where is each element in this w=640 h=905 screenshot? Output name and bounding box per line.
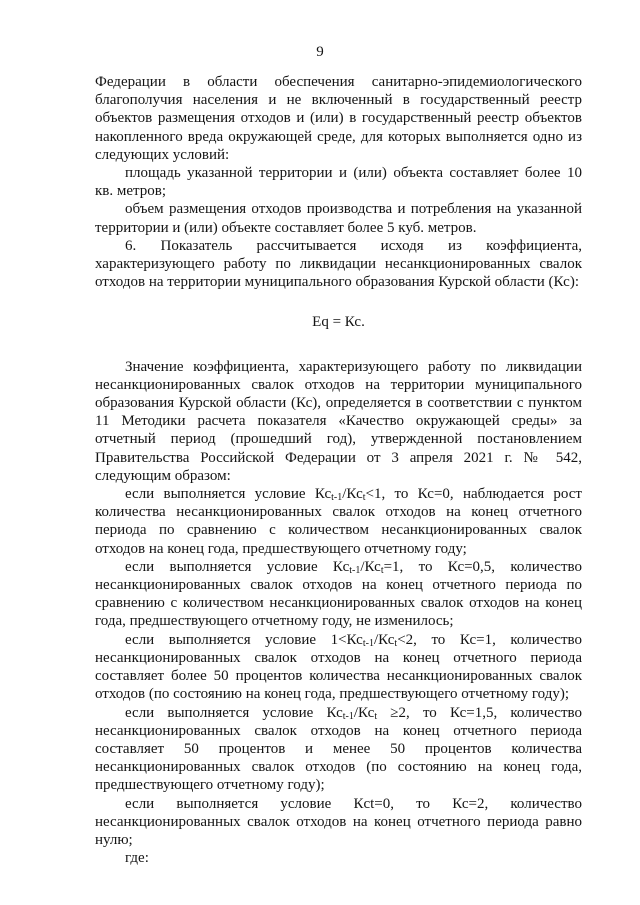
case-1	[95, 485, 582, 558]
case-3-sub2: t	[394, 637, 398, 649]
case-3-mid: /Кс	[373, 631, 395, 648]
case-3-sub1: t-1	[362, 637, 374, 649]
condition-volume: объем размещения отходов производства и потребления на указанной территории и (или) объекте составляет более 5 куб. метров.	[95, 201, 582, 236]
paragraph-continuation: Федерации в области обеспечения санитарно-эпидемиологического благополучия населения и не включенный в государственный реестр объектов размещения отходов и (или) в государственный реестр объектов накопленного вреда окружающей среде, для которых выполняется одно из следующих условий:	[95, 74, 582, 163]
case-2-sub1: t-1	[349, 564, 361, 576]
case-2-lead: если выполняется условие Кс	[125, 558, 350, 575]
case-4-sub1: t-1	[342, 710, 354, 722]
case-4-sub2: t	[374, 710, 378, 722]
paragraph-coefficient-definition: Значение коэффициента, характеризующего работу по ликвидации несанкционированных свалок отходов на территории муниципального образования Курской области (Кс), определяется в соответствии с пунктом 11 Методики расчета показателя «Качество окружающей среды» за отчетный период (прошедший год), утвержденной постановлением Правительства Российской Федерации от 3 апреля 2021 г. № 542, следующим образом:	[95, 358, 582, 484]
case-2	[95, 558, 582, 631]
document-body	[95, 73, 582, 867]
case-4-rest: ≥2, то Кс=1,5, количество несанкционированных свалок отходов на конец отчетного периода составляет 50 процентов и менее 50 процентов количества несанкционированных свалок отходов (по состоянию на конец года, предшествующего отчетному году);	[95, 704, 582, 794]
case-2-rest: =1, то Кс=0,5, количество несанкционированных свалок отходов на конец отчетного периода по сравнению с количеством несанкционированных свалок отходов на конец года, предшествующего отчетному году, не изменилось;	[95, 558, 582, 630]
page-number: 9	[316, 44, 324, 60]
case-1-mid: /Кс	[342, 486, 363, 503]
case-2-sub2: t	[380, 564, 384, 576]
where-label: где:	[125, 850, 149, 867]
case-1-sub2: t	[362, 492, 366, 504]
formula: Eq = Кс.	[312, 314, 365, 331]
paragraph-item-6: 6. Показатель рассчитывается исходя из коэффициента, характеризующего работу по ликвидации несанкционированных свалок отходов на территории муниципального образования Курской области (Кс):	[95, 237, 582, 291]
case-1-rest: <1, то Кс=0, наблюдается рост количества несанкционированных свалок отходов на конец отчетного периода по сравнению с количеством несанкционированных свалок отходов на конец года, предшествующего отчетному году;	[95, 486, 582, 557]
case-1-sub1: t-1	[331, 492, 343, 504]
case-3-rest: <2, то Кс=1, количество несанкционированных свалок отходов на конец отчетного периода составляет более 50 процентов количества несанкционированных свалок отходов (по состоянию на конец года, предшествующего отчетному году);	[95, 631, 582, 703]
case-3-lead: если выполняется условие 1<Кс	[125, 631, 363, 648]
case-4-lead: если выполняется условие Кс	[125, 704, 343, 721]
case-1-lead: если выполняется условие Кс	[125, 486, 332, 503]
case-2-mid: /Кс	[360, 558, 381, 575]
case-3	[95, 631, 582, 704]
case-4-mid: /Кс	[353, 704, 375, 721]
case-4	[95, 704, 582, 795]
case-5: если выполняется условие Кct=0, то Кс=2, количество несанкционированных свалок отходов на конец отчетного периода равно нулю;	[95, 795, 582, 848]
condition-area: площадь указанной территории и (или) объекта составляет более 10 кв. метров;	[95, 165, 582, 200]
